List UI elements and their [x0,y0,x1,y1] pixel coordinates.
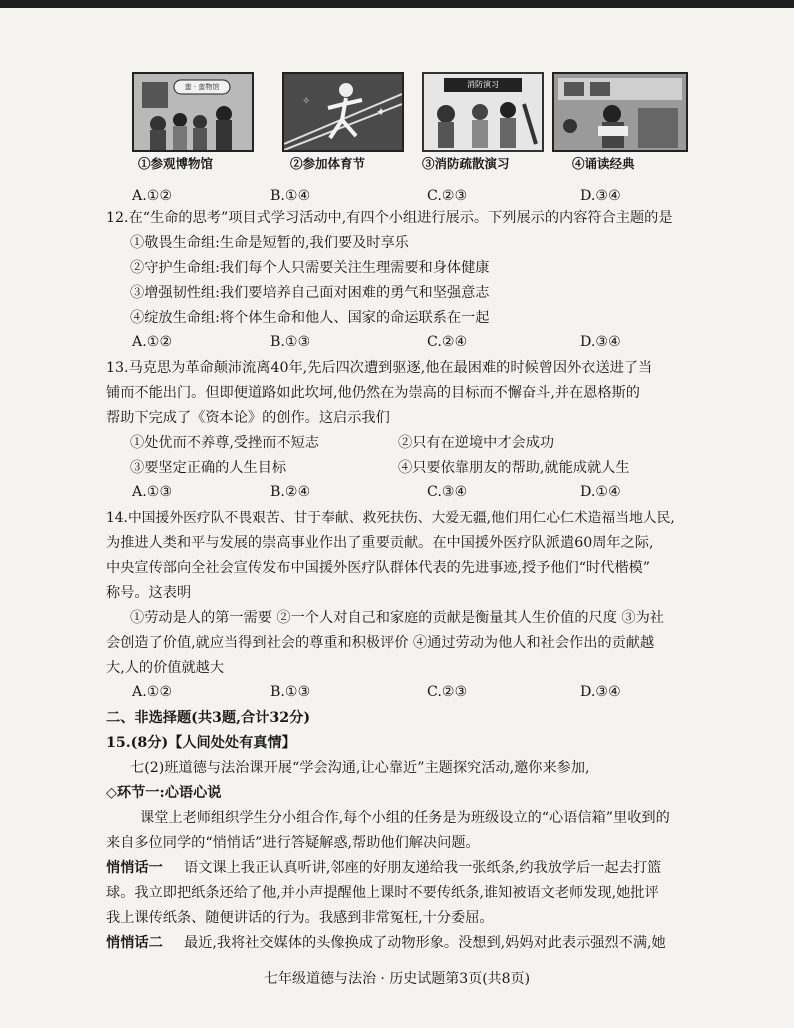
q12-option-a: A.①② [132,334,173,350]
q14-stem-line-3: 中央宣传部向全社会宣传发布中国援外医疗队群体代表的先进事迹,授予他们“时代楷模” [106,560,650,576]
q13-item-2: ②只有在逆境中才会成功 [398,435,555,451]
q13-option-d: D.①④ [580,484,621,500]
q14-option-a: A.①② [132,684,173,700]
q13-item-4: ④只要依靠朋友的帮助,就能成就人生 [398,460,630,476]
q11-option-c: C.②③ [427,188,468,204]
picture-caption: ③消防疏散演习 [422,156,510,171]
picture-row [132,72,692,182]
whisper2-label: 悄悄话二 [106,935,163,951]
page-footer: 七年级道德与法治 · 历史试题第3页(共8页) [263,971,531,987]
svg-text:✧: ✧ [302,96,311,107]
q14-option-c: C.②③ [427,684,468,700]
q13-option-b: B.②④ [270,484,311,500]
q13-stem-line-2: 铺而不能出门。但即便道路如此坎坷,他仍然在为崇高的目标而不懈奋斗,并在恩格斯的 [106,385,640,401]
q12-option-d: D.③④ [580,334,621,350]
q15-para1-line-2: 来自多位同学的“悄悄话”进行答疑解惑,帮助他们解决问题。 [106,835,480,851]
q15-title: 15.(8分)【人间处处有真情】 [106,735,296,751]
q12-option-c: C.②④ [427,334,468,350]
q13-item-3: ③要坚定正确的人生目标 [130,460,287,476]
q12-item-1: ①敬畏生命组:生命是短暂的,我们要及时享乐 [130,235,409,251]
svg-text:✦: ✦ [376,105,387,119]
q11-option-d: D.③④ [580,188,621,204]
q14-option-b: B.①③ [270,684,311,700]
q14-item-line-2: 会创造了价值,就应当得到社会的尊重和积极评价 ④通过劳动为他人和社会作出的贡献越 [106,635,655,651]
q14-item-line-1: ①劳动是人的第一需要 ②一个人对自己和家庭的贡献是衡量其人生价值的尺度 ③为社 [130,610,664,626]
q14-stem-line-4: 称号。这表明 [106,585,192,601]
q14-stem-line-2: 为推进人类和平与发展的崇高事业作出了重要贡献。在中国援外医疗队派遣60周年之际, [106,535,654,551]
picture-caption: ④诵读经典 [572,156,635,171]
q12-item-3: ③增强韧性组:我们要培养自己面对困难的勇气和坚强意志 [130,285,490,301]
museum-sign: 蛮 · 蛮物馆 [184,83,220,91]
fire-drill-sign: 消防演习 [467,80,499,89]
q14-item-line-3: 大,人的价值就越大 [106,660,225,676]
q15-intro: 七(2)班道德与法治课开展“学会沟通,让心靠近”主题探究活动,邀你来参加, [130,760,590,776]
whisper1-line-3: 我上课传纸条、随便讲话的行为。我感到非常冤枉,十分委屈。 [106,910,494,926]
whisper2-line-1: 最近,我将社交媒体的头像换成了动物形象。没想到,妈妈对此表示强烈不满,她 [184,935,666,951]
reading-illustration [554,74,686,150]
q12-option-b: B.①③ [270,334,311,350]
q13-stem-line-1: 13.马克思为革命颠沛流离40年,先后四次遭到驱逐,他在最困难的时候曾因外衣送进了当 [106,360,653,376]
q13-item-1: ①处优而不养尊,受挫而不短志 [130,435,319,451]
q15-para1-line-1: 课堂上老师组织学生分小组合作,每个小组的任务是为班级设立的“心语信箱”里收到的 [140,810,670,826]
q12-item-4: ④绽放生命组:将个体生命和他人、国家的命运联系在一起 [130,310,490,326]
section-heading: 二、非选择题(共3题,合计32分) [106,710,311,726]
picture-caption: ②参加体育节 [290,156,366,171]
q12-stem: 12.在“生命的思考”项目式学习活动中,有四个小组进行展示。下列展示的内容符合主题的是 [106,210,673,226]
whisper1-line-2: 球。我立即把纸条还给了他,并小声提醒他上课时不要传纸条,谁知被语文老师发现,她批评 [106,885,659,901]
q13-option-c: C.③④ [427,484,468,500]
whisper1-label: 悄悄话一 [106,860,163,876]
q11-option-a: A.①② [132,188,173,204]
q11-option-b: B.①④ [270,188,311,204]
q12-item-2: ②守护生命组:我们每个人只需要关注生理需要和身体健康 [130,260,490,276]
q13-option-a: A.①③ [132,484,173,500]
q14-option-d: D.③④ [580,684,621,700]
q13-stem-line-3: 帮助下完成了《资本论》的创作。这启示我们 [106,410,390,426]
q14-stem-line-1: 14.中国援外医疗队不畏艰苦、甘于奉献、救死扶伤、大爱无疆,他们用仁心仁术造福当地人民, [106,510,675,526]
q15-part1-heading: ◇环节一:心语心说 [106,785,222,801]
picture-caption: ①参观博物馆 [138,156,214,171]
sports-illustration [284,74,402,150]
whisper1-line-1: 语文课上我正认真听讲,邻座的好朋友递给我一张纸条,约我放学后一起去打篮 [184,860,662,876]
